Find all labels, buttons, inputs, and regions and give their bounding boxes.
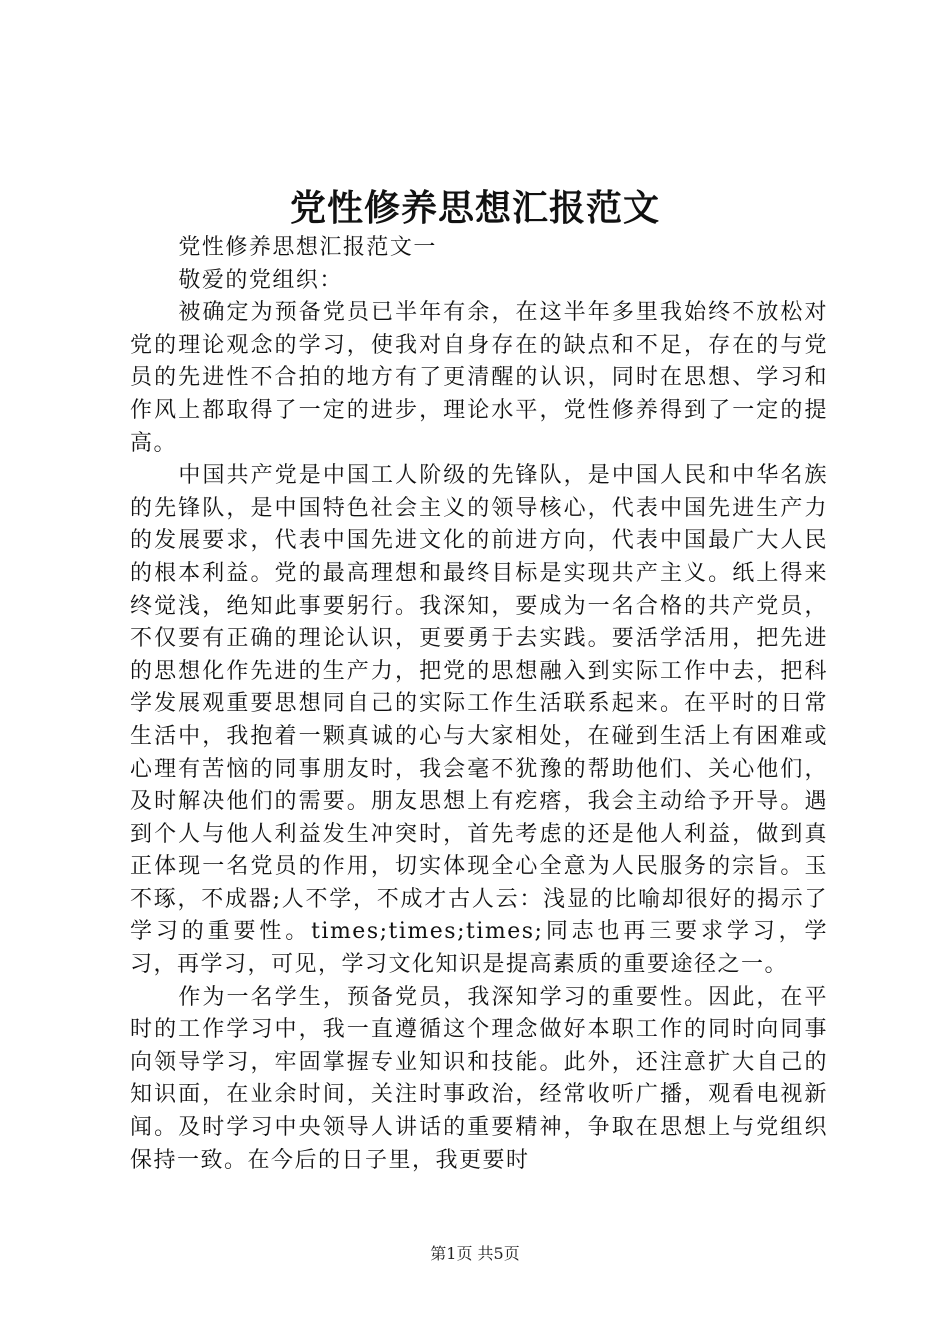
paragraph: 被确定为预备党员已半年有余，在这半年多里我始终不放松对党的理论观念的学习，使我对自身存在的缺点和不足，存在的与党员的先进性不合拍的地方有了更清醒的认识，同时在思想、学习和作风上都取得了一定的进步，理论水平，党性修养得到了一定的提高。 (130, 300, 828, 456)
document-title: 党性修养思想汇报范文 (289, 187, 660, 229)
page-number-footer: 第1页 共5页 (430, 1244, 520, 1263)
paragraph: 作为一名学生，预备党员，我深知学习的重要性。因此，在平时的工作学习中，我一直遵循这个理念做好本职工作的同时向同事向领导学习，牢固掌握专业知识和技能。此外，还注意扩大自己的知识面，在业余时间，关注时事政治，经常收听广播，观看电视新闻。及时学习中央领导人讲话的重要精神，争取在思想上与党组织保持一致。在今后的日子里，我更要时 (130, 984, 828, 1173)
paragraph: 中国共产党是中国工人阶级的先锋队，是中国人民和中华名族的先锋队，是中国特色社会主义的领导核心，代表中国先进生产力的发展要求，代表中国先进文化的前进方向，代表中国最广大人民的根本利益。党的最高理想和最终目标是实现共产主义。纸上得来终觉浅，绝知此事要躬行。我深知，要成为一名合格的共产党员，不仅要有正确的理论认识，更要勇于去实践。要活学活用，把先进的思想化作先进的生产力，把党的思想融入到实际工作中去，把科学发展观重要思想同自己的实际工作生活联系起来。在平时的日常生活中，我抱着一颗真诚的心与大家相处，在碰到生活上有困难或心理有苦恼的同事朋友时，我会毫不犹豫的帮助他们、关心他们，及时解决他们的需要。朋友思想上有疙瘩，我会主动给予开导。遇到个人与他人利益发生冲突时，首先考虑的还是他人利益，做到真正体现一名党员的作用，切实体现全心全意为人民服务的宗旨。玉不琢，不成器;人不学，不成才古人云：浅显的比喻却很好的揭示了学习的重要性。times;times;times;同志也再三要求学习，学习，再学习，可见，学习文化知识是提高素质的重要途径之一。 (130, 463, 828, 978)
document-body (130, 232, 828, 1177)
paragraph-heading: 党性修养思想汇报范文一 (178, 235, 437, 260)
paragraph-salutation: 敬爱的党组织： (178, 267, 343, 293)
